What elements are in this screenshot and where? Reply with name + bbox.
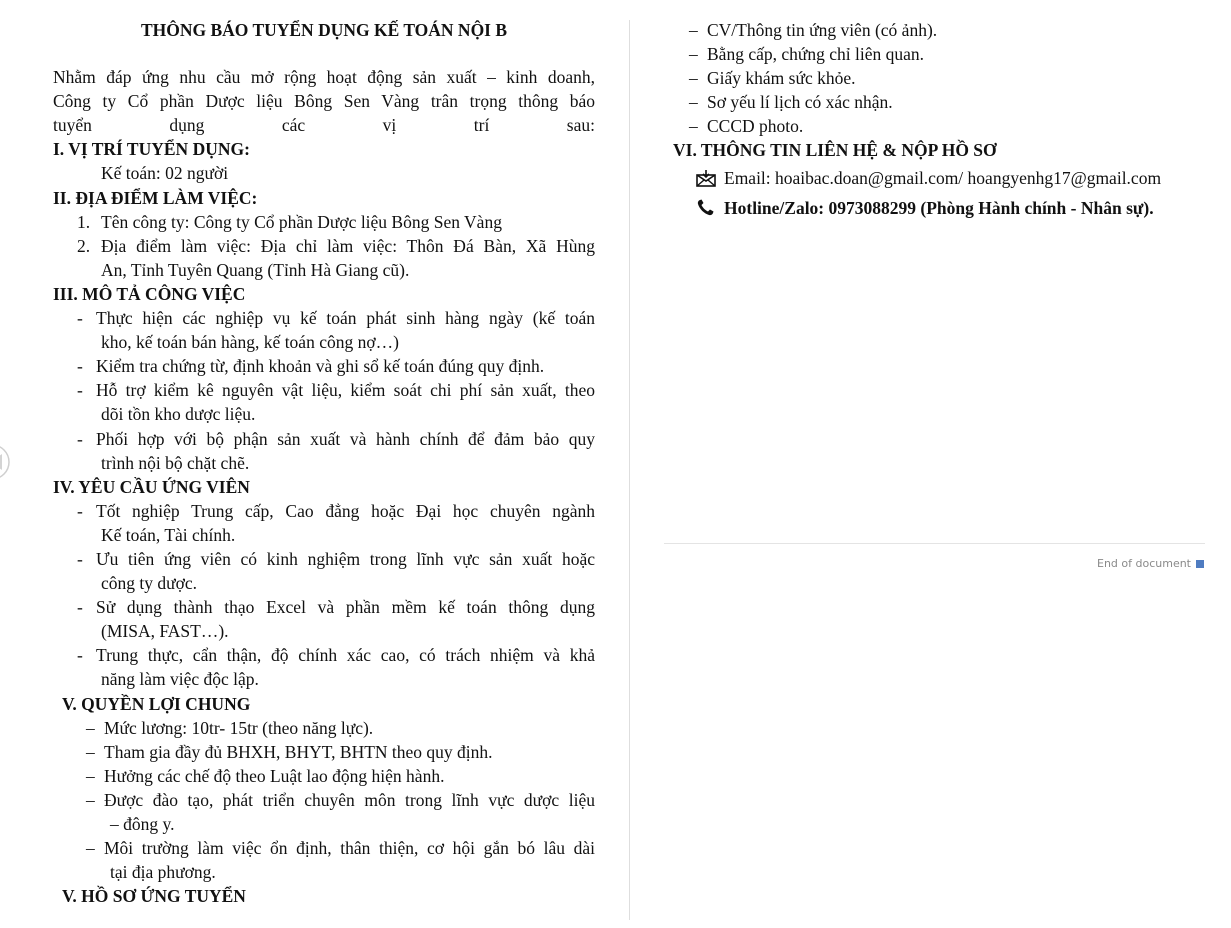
list-item: [53, 210, 595, 234]
list-item-text: Thực hiện các nghiệp vụ kế toán phát sinh hàng ngày (kế toán: [96, 308, 595, 329]
list-item: [53, 547, 595, 595]
document-title: THÔNG BÁO TUYỂN DỤNG KẾ TOÁN NỘI B: [140, 20, 508, 40]
list-item-text: Hưởng các chế độ theo Luật lao động hiện hành.: [104, 765, 445, 786]
previous-page-arrow-icon[interactable]: [0, 442, 28, 482]
list-dash: –: [86, 838, 95, 859]
list-item: [53, 788, 595, 836]
list-item-text: kho, kế toán bán hàng, kế toán công nợ…): [101, 332, 399, 353]
section-heading: IV. YÊU CẦU ỨNG VIÊN: [53, 476, 250, 497]
list-bullet: -: [77, 500, 83, 521]
list-dash: –: [689, 92, 698, 113]
list-item-text: CV/Thông tin ứng viên (có ảnh).: [707, 20, 938, 40]
list-item-text: Giấy khám sức khỏe.: [707, 68, 856, 89]
end-of-document-rule: [664, 543, 1205, 544]
list-dash: –: [86, 765, 95, 786]
list-item: [53, 643, 595, 691]
list-item-text: năng làm việc độc lập.: [101, 669, 259, 690]
contact-email-row: [664, 163, 1231, 193]
list-item: [53, 354, 595, 378]
list-item-text: An, Tỉnh Tuyên Quang (Tỉnh Hà Giang cũ).: [101, 259, 410, 280]
end-marker-icon: [1196, 560, 1204, 568]
list-item-text: Tham gia đầy đủ BHXH, BHYT, BHTN theo quy định.: [104, 741, 493, 762]
intro-line: Nhằm đáp ứng nhu cầu mở rộng hoạt động sản xuất – kinh doanh,: [53, 67, 595, 88]
list-dash: –: [689, 116, 698, 137]
section-heading: I. VỊ TRÍ TUYỂN DỤNG:: [53, 139, 250, 160]
list-dash: –: [689, 44, 698, 65]
list-item-text: tại địa phương.: [110, 862, 216, 883]
page-left-column: [53, 18, 595, 908]
column-divider: [629, 20, 630, 920]
list-item: [664, 66, 1231, 90]
section-heading: V. QUYỀN LỢI CHUNG: [62, 693, 251, 714]
page-right-column: [664, 18, 1231, 223]
list-item-text: Được đào tạo, phát triển chuyên môn trong lĩnh vực dược liệu: [104, 789, 595, 810]
list-dash: –: [689, 68, 698, 89]
list-item: [53, 234, 595, 282]
intro-line: tuyển dụng các vị trí sau:: [53, 115, 595, 136]
list-item-text: (MISA, FAST…).: [101, 621, 229, 642]
list-bullet: -: [77, 428, 83, 449]
list-bullet: -: [77, 380, 83, 401]
list-item: [53, 740, 595, 764]
contact-email: Email: hoaibac.doan@gmail.com/ hoangyenhg17@gmail.com: [724, 167, 1162, 188]
list-item-text: Tốt nghiệp Trung cấp, Cao đẳng hoặc Đại học chuyên ngành: [96, 500, 595, 521]
list-item: [664, 114, 1231, 138]
list-item-text: dõi tồn kho dược liệu.: [101, 404, 256, 425]
list-dash: –: [689, 20, 698, 40]
intro-paragraph: [53, 65, 595, 137]
list-item: [664, 42, 1231, 66]
list-item-text: Kế toán, Tài chính.: [101, 524, 236, 545]
list-item: [664, 18, 1231, 42]
list-item: [53, 716, 595, 740]
list-bullet: -: [77, 548, 83, 569]
contact-hotline-row: [664, 193, 1231, 223]
section-heading: II. ĐỊA ĐIỂM LÀM VIỆC:: [53, 187, 258, 208]
list-bullet: -: [77, 645, 83, 666]
list-item: [53, 764, 595, 788]
intro-line: Công ty Cổ phần Dược liệu Bông Sen Vàng trân trọng thông báo: [53, 91, 595, 112]
list-item-text: CCCD photo.: [707, 116, 804, 137]
phone-icon: [696, 199, 716, 217]
list-dash: –: [86, 717, 95, 738]
section-heading: III. MÔ TẢ CÔNG VIỆC: [53, 283, 246, 304]
list-dash: –: [86, 789, 95, 810]
list-item-text: Bằng cấp, chứng chỉ liên quan.: [707, 44, 924, 65]
position-text: Kế toán: 02 người: [101, 163, 229, 184]
list-item-text: – đông y.: [110, 814, 175, 834]
list-dash: –: [86, 741, 95, 762]
end-of-document-label: End of document: [1097, 557, 1191, 570]
list-item-text: Tên công ty: Công ty Cổ phần Dược liệu Bông Sen Vàng: [101, 211, 502, 232]
list-item: [53, 427, 595, 475]
list-item: [53, 499, 595, 547]
list-item-text: Ưu tiên ứng viên có kinh nghiệm trong lĩnh vực sản xuất hoặc: [96, 548, 595, 569]
envelope-icon: [696, 169, 716, 187]
list-item-text: trình nội bộ chặt chẽ.: [101, 452, 250, 473]
list-item-text: Phối hợp với bộ phận sản xuất và hành chính để đảm bảo quy: [96, 428, 595, 449]
section-heading: V. HỒ SƠ ỨNG TUYỂN: [62, 886, 246, 907]
list-item-text: Kiểm tra chứng từ, định khoản và ghi sổ kế toán đúng quy định.: [96, 356, 545, 377]
list-bullet: -: [77, 356, 83, 377]
contact-hotline: Hotline/Zalo: 0973088299 (Phòng Hành chính - Nhân sự).: [724, 197, 1154, 218]
section-heading: VI. THÔNG TIN LIÊN HỆ & NỘP HỒ SƠ: [673, 140, 997, 161]
list-number: 1.: [77, 211, 91, 232]
list-item-text: Hỗ trợ kiểm kê nguyên vật liệu, kiểm soát chi phí sản xuất, theo: [96, 380, 595, 401]
list-item: [53, 306, 595, 354]
list-bullet: -: [77, 597, 83, 618]
list-item: [53, 378, 595, 426]
list-bullet: -: [77, 308, 83, 329]
list-item-text: Sơ yếu lí lịch có xác nhận.: [707, 92, 893, 113]
list-item-text: Môi trường làm việc ổn định, thân thiện, cơ hội gắn bó lâu dài: [104, 838, 595, 859]
list-item-text: Sử dụng thành thạo Excel và phần mềm kế toán thông dụng: [96, 597, 595, 618]
list-item-text: công ty dược.: [101, 573, 198, 594]
list-item: [53, 836, 595, 884]
list-item-text: Trung thực, cẩn thận, độ chính xác cao, có trách nhiệm và khả: [96, 645, 595, 666]
list-item-text: Mức lương: 10tr- 15tr (theo năng lực).: [104, 717, 374, 738]
list-number: 2.: [77, 235, 91, 256]
list-item: [53, 595, 595, 643]
list-item-text: Địa điểm làm việc: Địa chỉ làm việc: Thôn Đá Bàn, Xã Hùng: [101, 235, 595, 256]
list-item: [664, 90, 1231, 114]
